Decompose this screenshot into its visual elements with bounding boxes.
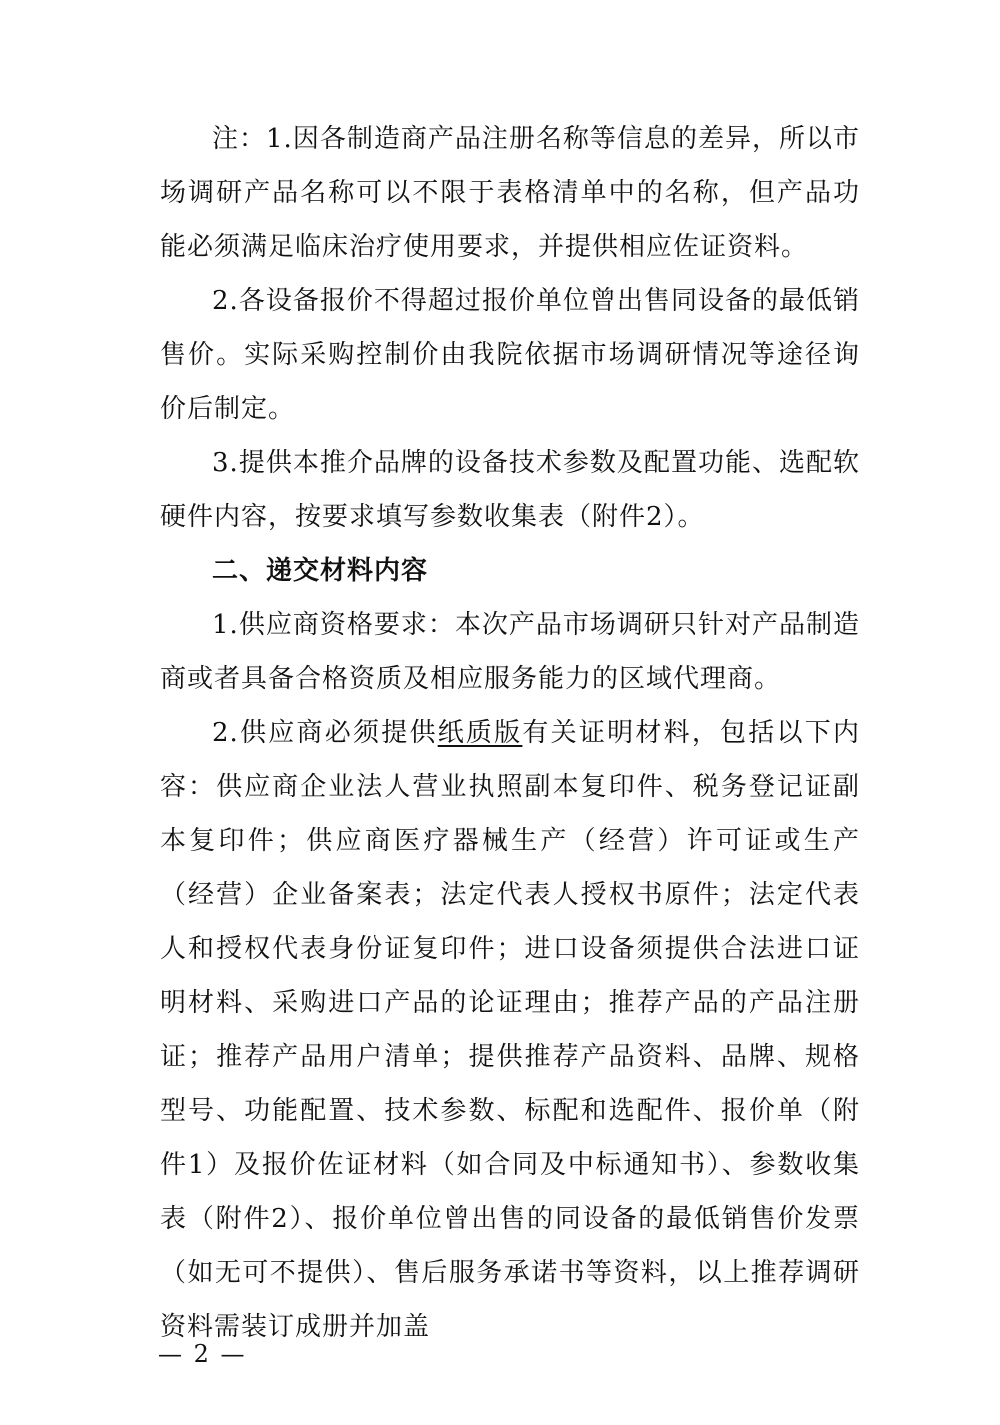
- section-heading: 二、递交材料内容: [212, 556, 429, 586]
- material-item-2-prefix: 2.供应商必须提供: [212, 718, 438, 748]
- page-number: — 2 —: [158, 1340, 247, 1368]
- note-1: 注：1.因各制造商产品注册名称等信息的差异，所以市场调研产品名称可以不限于表格清单中的名称，但产品功能必须满足临床治疗使用要求，并提供相应佐证资料。: [160, 124, 860, 262]
- material-item-2-rest: 有关证明材料，包括以下内容：供应商企业法人营业执照副本复印件、税务登记证副本复印件；供应商医疗器械生产（经营）许可证或生产（经营）企业备案表；法定代表人授权书原件；法定代表人和授权代表身份证复印件；进口设备须提供合法进口证明材料、采购进口产品的论证理由；推荐产品的产品注册证；推荐产品用户清单；提供推荐产品资料、品牌、规格型号、功能配置、技术参数、标配和选配件、报价单（附件1）及报价佐证材料（如合同及中标通知书）、参数收集表（附件2）、报价单位曾出售的同设备的最低销售价发票（如无可不提供）、售后服务承诺书等资料，以上推荐调研资料需装订成册并加盖: [160, 718, 860, 1342]
- material-item-2: [160, 706, 860, 1354]
- document-body: [160, 112, 860, 1354]
- note-2: 2.各设备报价不得超过报价单位曾出售同设备的最低销售价。实际采购控制价由我院依据市场调研情况等途径询价后制定。: [160, 286, 860, 424]
- material-item-1: 1.供应商资格要求：本次产品市场调研只针对产品制造商或者具备合格资质及相应服务能力的区域代理商。: [160, 610, 860, 694]
- note-3: 3.提供本推介品牌的设备技术参数及配置功能、选配软硬件内容，按要求填写参数收集表（附件2）。: [160, 448, 860, 532]
- paper-version-emphasis: 纸质版: [437, 718, 523, 748]
